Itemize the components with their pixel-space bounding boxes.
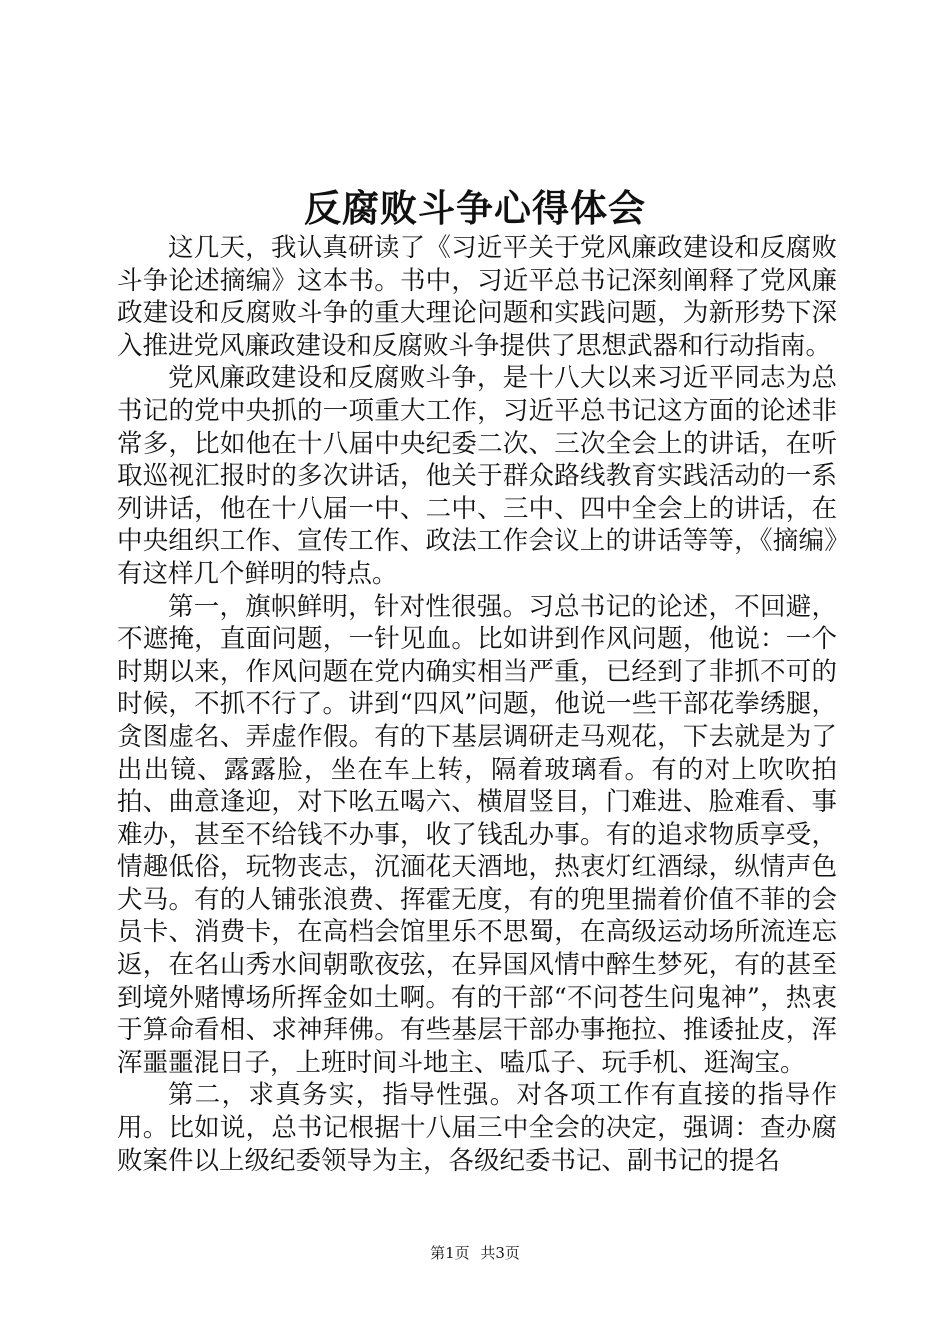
- document-title: 反腐败斗争心得体会: [304, 186, 646, 230]
- page-total: 共3页: [480, 1244, 520, 1262]
- page-number: 第1页: [430, 1244, 470, 1262]
- paragraph: 第一，旗帜鲜明，针对性很强。习总书记的论述，不回避，不遮掩，直面问题，一针见血。比如讲到作风问题，他说：一个时期以来，作风问题在党内确实相当严重，已经到了非抓不可的时候，不抓不行了。讲到“四风”问题，他说一些干部花拳绣腿，贪图虚名、弄虚作假。有的下基层调研走马观花，下去就是为了出出镜、露露脸，坐在车上转，隔着玻璃看。有的对上吹吹拍拍、曲意逢迎，对下吆五喝六、横眉竖目，门难进、脸难看、事难办，甚至不给钱不办事，收了钱乱办事。有的追求物质享受，情趣低俗，玩物丧志，沉湎花天酒地，热衷灯红酒绿，纵情声色犬马。有的人铺张浪费、挥霍无度，有的兜里揣着价值不菲的会员卡、消费卡，在高档会馆里乐不思蜀，在高级运动场所流连忘返，在名山秀水间朝歌夜弦，在异国风情中醉生梦死，有的甚至到境外赌博场所挥金如土啊。有的干部“不问苍生问鬼神”，热衷于算命看相、求神拜佛。有些基层干部办事拖拉、推诿扯皮，浑浑噩噩混日子，上班时间斗地主、嗑瓜子、玩手机、逛淘宝。: [117, 591, 837, 1078]
- page-footer: [0, 1243, 950, 1263]
- document-body: [117, 232, 837, 1177]
- paragraph: 党风廉政建设和反腐败斗争，是十八大以来习近平同志为总书记的党中央抓的一项重大工作，习近平总书记这方面的论述非常多，比如他在十八届中央纪委二次、三次全会上的讲话，在听取巡视汇报时的多次讲话，他关于群众路线教育实践活动的一系列讲话，他在十八届一中、二中、三中、四中全会上的讲话，在中央组织工作、宣传工作、政法工作会议上的讲话等等，《摘编》有这样几个鲜明的特点。: [117, 363, 837, 589]
- paragraph: 第二，求真务实，指导性强。对各项工作有直接的指导作用。比如说，总书记根据十八届三中全会的决定，强调：查办腐败案件以上级纪委领导为主，各级纪委书记、副书记的提名: [117, 1080, 837, 1176]
- paragraph: 这几天，我认真研读了《习近平关于党风廉政建设和反腐败斗争论述摘编》这本书。书中，习近平总书记深刻阐释了党风廉政建设和反腐败斗争的重大理论问题和实践问题，为新形势下深入推进党风廉政建设和反腐败斗争提供了思想武器和行动指南。: [117, 233, 837, 361]
